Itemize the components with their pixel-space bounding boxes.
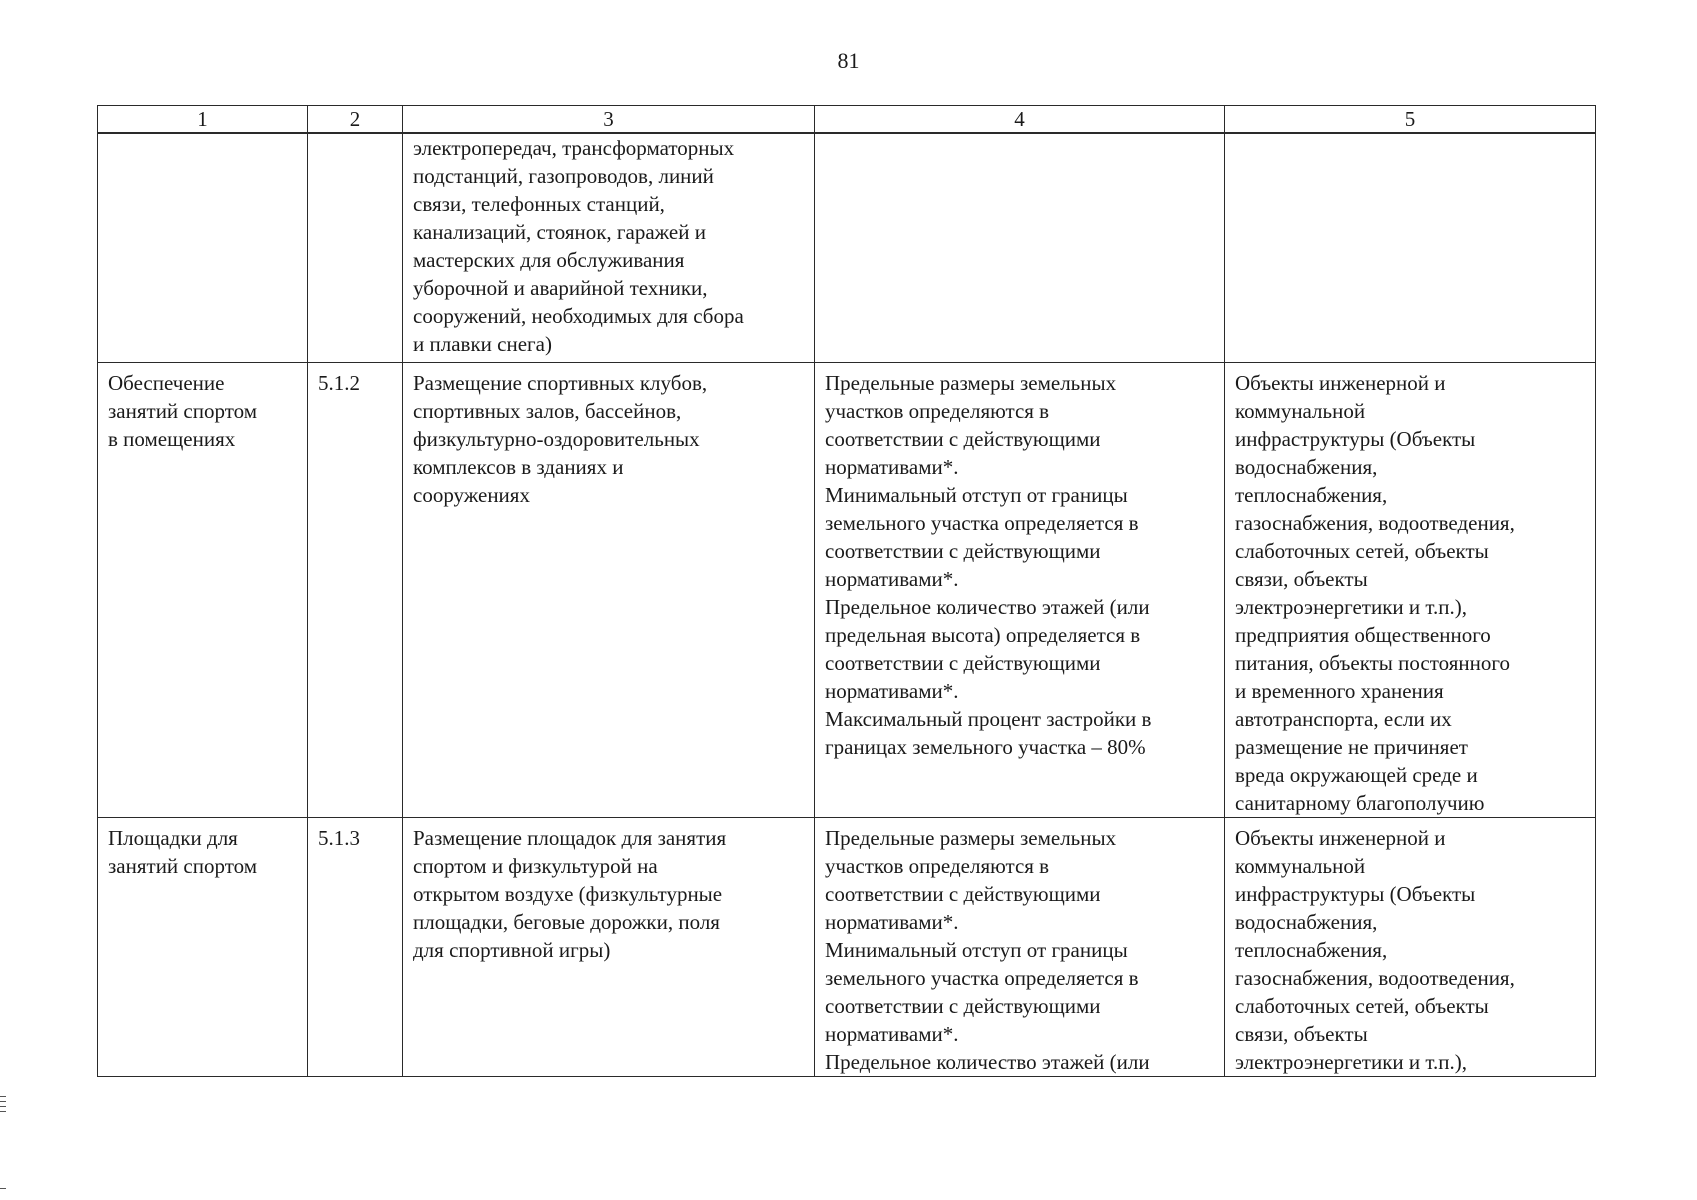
scan-margin-mark (0, 1101, 6, 1102)
page-number: 81 (837, 48, 860, 73)
scan-margin-mark (0, 1096, 6, 1097)
cell-description: Размещение спортивных клубов, спортивных залов, бассейнов, физкультурно-оздоровительных комплексов в зданиях и сооружениях (403, 363, 815, 818)
cell-auxiliary (1225, 133, 1596, 363)
cell-auxiliary: Объекты инженерной и коммунальной инфраструктуры (Объекты водоснабжения, теплоснабжения, газоснабжения, водоотведения, слаботочных сетей, объекты связи, объекты электроэнергетики и т.п.), предприятия общественного питания, объекты постоянного и временного хранения автотранспорта, если их размещение не причиняет вреда окружающей среде и санитарному благополучию (1225, 363, 1596, 818)
column-header-1: 1 (98, 106, 308, 134)
scan-margin-mark (0, 1111, 6, 1112)
cell-code (308, 133, 403, 363)
cell-code: 5.1.2 (308, 363, 403, 818)
table-row (98, 133, 1596, 363)
cell-name: Площадки для занятий спортом (98, 818, 308, 1077)
cell-code: 5.1.3 (308, 818, 403, 1077)
scan-margin-mark (0, 1106, 6, 1107)
cell-parameters: Предельные размеры земельных участков определяются в соответствии с действующими нормативами*. Минимальный отступ от границы земельного участка определяется в соответствии с действующими нормативами*. Предельное количество этажей (или (815, 818, 1225, 1077)
column-header-4: 4 (815, 106, 1225, 134)
cell-parameters: Предельные размеры земельных участков определяются в соответствии с действующими нормативами*. Минимальный отступ от границы земельного участка определяется в соответствии с действующими нормативами*. Предельное количество этажей (или предельная высота) определяется в соответствии с действующими нормативами*. Максимальный процент застройки в границах земельного участка – 80% (815, 363, 1225, 818)
scan-margin-mark (0, 1188, 6, 1189)
cell-name (98, 133, 308, 363)
cell-description: Размещение площадок для занятия спортом и физкультурой на открытом воздухе (физкультурные площадки, беговые дорожки, поля для спортивной игры) (403, 818, 815, 1077)
cell-description: электропередач, трансформаторных подстанций, газопроводов, линий связи, телефонных станций, канализаций, стоянок, гаражей и мастерских для обслуживания уборочной и аварийной техники, сооружений, необходимых для сбора и плавки снега) (403, 133, 815, 363)
table-row (98, 363, 1596, 818)
column-header-2: 2 (308, 106, 403, 134)
cell-auxiliary: Объекты инженерной и коммунальной инфраструктуры (Объекты водоснабжения, теплоснабжения, газоснабжения, водоотведения, слаботочных сетей, объекты связи, объекты электроэнергетики и т.п.), (1225, 818, 1596, 1077)
column-header-3: 3 (403, 106, 815, 134)
cell-parameters (815, 133, 1225, 363)
table-row (98, 818, 1596, 1077)
cell-name: Обеспечение занятий спортом в помещениях (98, 363, 308, 818)
land-use-table (97, 105, 1596, 1077)
column-header-5: 5 (1225, 106, 1596, 134)
table-header-row (98, 106, 1596, 134)
